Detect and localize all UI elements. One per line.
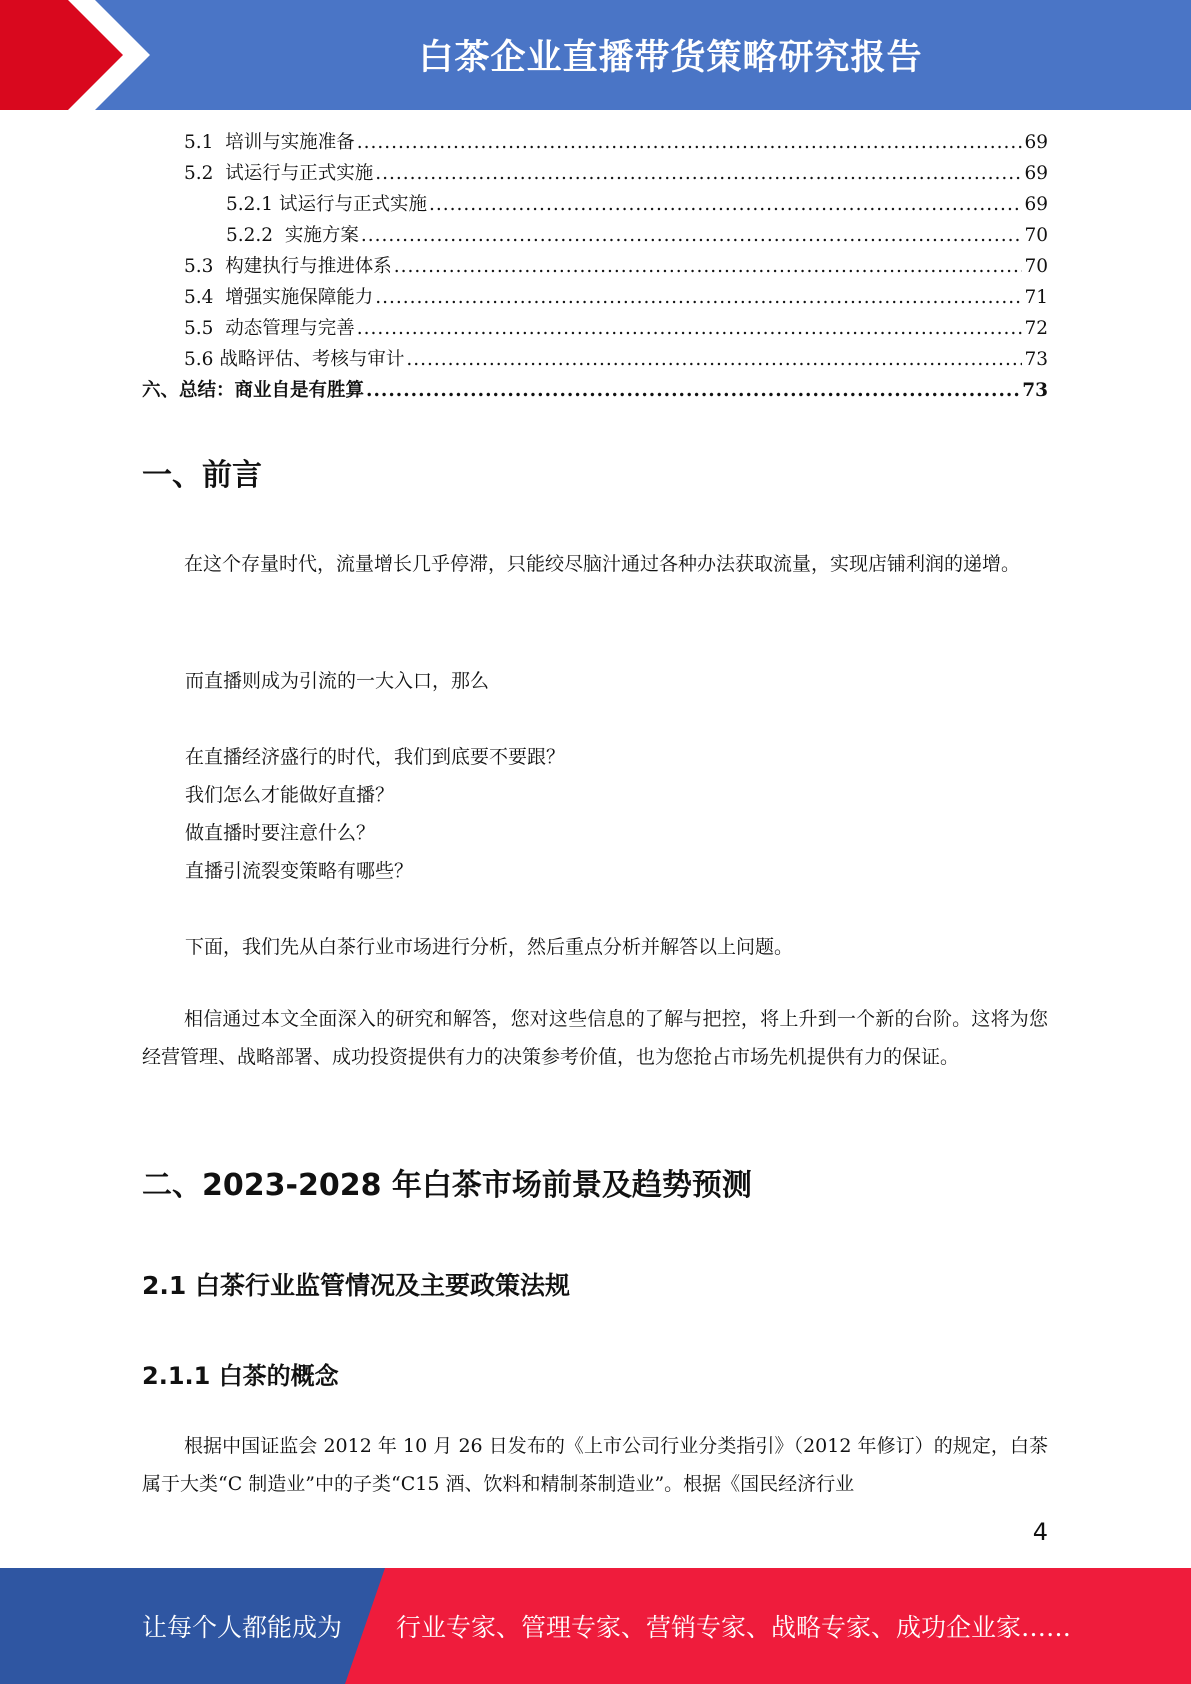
preface-heading: 一、前言	[142, 458, 262, 493]
toc-entry[interactable]	[142, 159, 1048, 190]
toc-entry[interactable]	[142, 221, 1048, 252]
toc-entry-page: 72	[1024, 318, 1048, 339]
toc-dot-leader	[394, 256, 1023, 277]
toc-entry-page: 73	[1024, 349, 1048, 370]
toc-entry-title: 六、总结：商业自是有胜算	[142, 380, 365, 401]
toc-entry-title: 动态管理与完善	[225, 318, 355, 339]
toc-entry-title: 培训与实施准备	[225, 132, 355, 153]
section-2-heading: 二、2023-2028 年白茶市场前景及趋势预测	[142, 1168, 752, 1203]
toc-entry-number: 5.2.1	[226, 194, 279, 215]
page-header	[0, 0, 1191, 110]
toc-entry[interactable]	[142, 376, 1048, 407]
toc-entry[interactable]	[142, 345, 1048, 376]
toc-entry-title: 试运行与正式实施	[278, 194, 427, 215]
toc-entry-page: 70	[1024, 225, 1048, 246]
preface-paragraph-2: 而直播则成为引流的一大入口，那么	[185, 670, 490, 692]
toc-entry-title: 试运行与正式实施	[225, 163, 374, 184]
toc-entry-page: 69	[1024, 132, 1048, 153]
toc-dot-leader	[375, 287, 1022, 308]
toc-dot-leader	[375, 163, 1022, 184]
toc-entry[interactable]	[142, 252, 1048, 283]
page-footer	[0, 1568, 1191, 1684]
toc-entry-title: 战略评估、考核与审计	[219, 349, 405, 370]
toc-entry-number: 5.2.2	[226, 225, 285, 246]
toc-entry-title: 构建执行与推进体系	[225, 256, 392, 277]
footer-slogan-left: 让每个人都能成为	[142, 1613, 343, 1642]
toc-entry-page: 69	[1024, 194, 1048, 215]
section-2-1-heading: 2.1 白茶行业监管情况及主要政策法规	[142, 1271, 570, 1300]
toc-entry[interactable]	[142, 190, 1048, 221]
toc-dot-leader	[406, 349, 1022, 370]
question-item: 在直播经济盛行的时代，我们到底要不要跟？	[185, 746, 566, 768]
toc-entry[interactable]	[142, 314, 1048, 345]
toc-dot-leader	[357, 132, 1023, 153]
toc-dot-leader	[361, 225, 1023, 246]
toc-dot-leader	[429, 194, 1022, 215]
toc-entry-number: 5.3	[184, 256, 226, 277]
table-of-contents	[142, 128, 1048, 407]
toc-dot-leader	[366, 380, 1020, 401]
toc-entry[interactable]	[142, 283, 1048, 314]
question-item: 做直播时要注意什么？	[185, 822, 376, 844]
page-number: 4	[1032, 1518, 1048, 1546]
toc-entry-number: 5.1	[184, 132, 226, 153]
section-2-1-1-paragraph: 根据中国证监会 2012 年 10 月 26 日发布的《上市公司行业分类指引》（2012 年修订）的规定，白茶属于大类“C 制造业”中的子类“C15 酒、饮料和精制茶制造业”。根据《国民经济行业	[142, 1435, 1048, 1495]
question-item: 我们怎么才能做好直播？	[185, 784, 395, 806]
toc-entry[interactable]	[142, 128, 1048, 159]
preface-paragraph-1: 在这个存量时代，流量增长几乎停滞，只能绞尽脑汁通过各种办法获取流量，实现店铺利润的递增。	[184, 553, 1021, 575]
toc-entry-page: 71	[1024, 287, 1048, 308]
toc-entry-page: 70	[1024, 256, 1048, 277]
section-2-1-1-heading: 2.1.1 白茶的概念	[142, 1362, 339, 1390]
preface-paragraph-3: 下面，我们先从白茶行业市场进行分析，然后重点分析并解答以上问题。	[185, 936, 794, 958]
header-chevron-icon	[0, 0, 150, 110]
question-item: 直播引流裂变策略有哪些？	[185, 860, 414, 882]
toc-entry-number: 5.2	[184, 163, 226, 184]
preface-paragraph-4: 相信通过本文全面深入的研究和解答，您对这些信息的了解与把控，将上升到一个新的台阶。这将为您经营管理、战略部署、成功投资提供有力的决策参考价值，也为您抢占市场先机提供有力的保证。	[142, 1008, 1048, 1068]
toc-entry-title: 增强实施保障能力	[225, 287, 374, 308]
toc-entry-page: 69	[1024, 163, 1048, 184]
toc-entry-page: 73	[1022, 380, 1048, 401]
toc-entry-number: 5.6	[184, 349, 220, 370]
toc-dot-leader	[357, 318, 1023, 339]
toc-entry-title: 实施方案	[284, 225, 359, 246]
header-title: 白茶企业直播带货策略研究报告	[418, 38, 923, 78]
toc-entry-number: 5.4	[184, 287, 226, 308]
footer-slogan-right: 行业专家、管理专家、营销专家、战略专家、成功企业家……	[396, 1613, 1072, 1642]
toc-entry-number: 5.5	[184, 318, 226, 339]
